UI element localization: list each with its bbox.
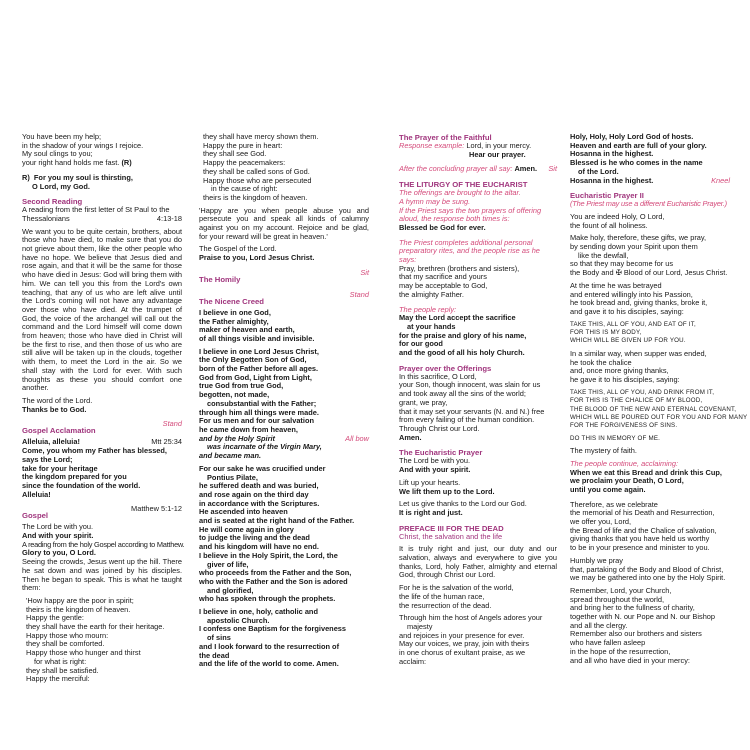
creed-line: Pontius Pilate,: [207, 472, 258, 482]
creed-line: of all things visible and invisible.: [199, 333, 315, 343]
column-2: [199, 133, 369, 669]
dialogue: Lift up your hearts.: [399, 477, 461, 487]
creed-line: For our sake he was crucified under: [199, 463, 326, 473]
prayer-line: Remember also our brothers and sisters: [570, 629, 702, 639]
gospel-heading-row: [22, 505, 182, 523]
prayer-line: that, partaking of the Body and Blood of Christ,: [570, 564, 724, 574]
creed-line: begotten, not made,: [199, 390, 270, 400]
beatitudes-part-2: [199, 133, 369, 203]
faithful-heading: The Prayer of the Faithful: [399, 133, 492, 142]
creed-line: who has spoken through the prophets.: [199, 594, 336, 604]
acclamation-line: since the foundation of the world.: [22, 480, 141, 490]
beatitude-line: for what is right:: [34, 656, 87, 666]
prayer-line: he took bread and, giving thanks, broke it,: [570, 298, 708, 308]
creed-part-1: [199, 309, 369, 344]
beatitude-line: they shall see God.: [203, 149, 267, 159]
acclamation-line: until you come again.: [570, 484, 646, 494]
prayer-line: Make holy, therefore, these gifts, we pray,: [570, 233, 707, 243]
gospel-body: Seeing the crowds, Jesus went up the hill. There he sat down and was joined by his disciples. Then he began to speak. This is what he taught them:: [22, 557, 182, 593]
prayer-line: the fount of all holiness.: [570, 220, 648, 230]
note-line: If the Priest says the two prayers of offering: [399, 205, 542, 215]
beatitude-line: they shall be comforted.: [26, 639, 105, 649]
prayer-line: Through Christ our Lord.: [399, 423, 480, 433]
acclamation-line: says the Lord;: [22, 454, 73, 464]
creed-line: the dead: [199, 650, 230, 660]
consecration-line: TAKE THIS, ALL OF YOU, AND EAT OF IT,: [570, 320, 696, 328]
prayer-line: and, once more giving thanks,: [570, 366, 669, 376]
ep2-note: (The Priest may use a different Eucharistic Prayer.): [570, 199, 727, 209]
prayer-line: Pray, brethren (brothers and sisters),: [399, 263, 520, 273]
beatitude-line: Happy the gentle:: [26, 613, 84, 623]
amen: Amen.: [399, 432, 422, 442]
prayer-line: the Body and ✠ Blood of our Lord, Jesus Christ.: [570, 268, 728, 278]
eucharistic-prayer-heading: The Eucharistic Prayer: [399, 448, 483, 458]
psalm-response-tag: (R): [121, 158, 132, 168]
prayer-line: we offer you, Lord,: [570, 517, 632, 527]
gospel-of-the-lord: The Gospel of the Lord.: [199, 244, 277, 254]
prayer-line: In a similar way, when supper was ended,: [570, 348, 707, 358]
bow-instruction: All bow: [345, 433, 369, 443]
preparatory-note: The Priest completes additional personal preparatory rites, and the people rise as he says:: [399, 237, 540, 265]
psalm-response: [22, 174, 182, 191]
note-line: The offerings are brought to the altar.: [399, 188, 521, 198]
amen: Amen.: [514, 164, 538, 174]
prayer-line: and took away all the sins of the world;: [399, 389, 526, 399]
prayer-line: and gave it to his disciples, saying:: [570, 306, 684, 316]
creed-line: the Only Begotten Son of God,: [199, 355, 307, 365]
reply-line: for our good: [399, 339, 443, 349]
consecration-line: TAKE THIS, ALL OF YOU, AND DRINK FROM IT,: [570, 388, 715, 396]
beatitudes-closing: 'Happy are you when people abuse you and persecute you and speak all kinds of calumny against you on my account. Rejoice and be glad, for your reward will be great in heaven.': [199, 205, 369, 241]
beatitude-line: they shall be called sons of God.: [203, 166, 310, 176]
dialogue-response: It is right and just.: [399, 507, 463, 517]
acclamation-heading: Gospel Acclamation: [22, 426, 96, 436]
creed-part-4: [199, 608, 369, 669]
beatitude-line: 'How happy are the poor in spirit;: [26, 595, 134, 605]
preface-text: It is truly right and just, our duty and our salvation, always and everywhere to give you thanks, Lord, holy Father, almighty and eternal God, through Christ our Lord.: [399, 544, 557, 580]
column-1: [22, 132, 185, 684]
second-reading-heading: Second Reading: [22, 197, 83, 207]
prayer-line: and bring her to the fullness of charity,: [570, 603, 695, 613]
acclamation-text: [22, 447, 182, 499]
second-reading-intro-2: [22, 215, 182, 224]
ep2-text: [570, 282, 730, 317]
note-line: A hymn may be sung.: [399, 196, 471, 206]
preface-line: in one chorus of exultant praise, as we: [399, 648, 526, 658]
creed-line: and the life of the world to come. Amen.: [199, 659, 339, 669]
prayer-line: and all who have died in your mercy:: [570, 655, 690, 665]
blessed-be-god: Blessed be God for ever.: [399, 222, 486, 232]
preface-line: the resurrection of the dead.: [399, 600, 492, 610]
beatitude-line: theirs is the kingdom of heaven.: [26, 604, 131, 614]
acclaim-note: The people continue, acclaiming:: [570, 458, 679, 468]
prayer-line: the Bread of life and the Chalice of salvation,: [570, 525, 717, 535]
acclamation-heading-row: [22, 420, 182, 438]
eucharist-heading: THE LITURGY OF THE EUCHARIST: [399, 180, 528, 190]
response-example-text: Lord, in your mercy.: [466, 141, 532, 150]
preface-text: [399, 614, 557, 666]
prayer-line: we may be gathered into one by the Holy Spirit.: [570, 573, 726, 583]
preface-line: and rejoices in your presence for ever.: [399, 630, 525, 640]
creed-line: he came down from heaven,: [199, 424, 298, 434]
thanks-response: Thanks be to God.: [22, 404, 87, 414]
creed-line: I believe in the Holy Spirit, the Lord, the: [199, 550, 338, 560]
offerings-note: [399, 189, 557, 224]
posture-kneel: Kneel: [711, 175, 730, 185]
acclamation-ref: Mtt 25:34: [151, 437, 182, 447]
ep2-text: [570, 234, 730, 278]
creed-line: to judge the living and the dead: [199, 533, 310, 543]
beatitude-line: Happy those who mourn:: [26, 630, 109, 640]
sanctus-line: Hosanna in the highest.: [570, 149, 654, 159]
creed-line: of sins: [207, 633, 231, 643]
creed-line: he suffered death and was buried,: [199, 481, 319, 491]
gospel-dialogue: The Lord be with you.: [22, 522, 94, 532]
prayer-line: the almighty Father.: [399, 289, 464, 299]
creed-line: and rose again on the third day: [199, 489, 309, 499]
ep2-text: [570, 213, 730, 230]
acclamation-line: we proclaim your Death, O Lord,: [570, 476, 684, 486]
acclamation-line: When we eat this Bread and drink this Cup,: [570, 467, 722, 477]
creed-line: He ascended into heaven: [199, 507, 288, 517]
offerings-prayer: [399, 373, 557, 434]
prayer-line: Humbly we pray: [570, 555, 623, 565]
reply-line: and the good of all his holy Church.: [399, 348, 525, 358]
prayer-line: In this sacrifice, O Lord,: [399, 371, 477, 381]
creed-line: consubstantial with the Father;: [207, 398, 317, 408]
preface-subtitle: Christ, the salvation and the life: [399, 531, 503, 541]
consecration-bread: [570, 321, 730, 346]
prayer-line: like the dewfall,: [578, 250, 629, 260]
column-3: [399, 133, 557, 666]
beatitude-line: theirs is the kingdom of heaven.: [203, 192, 308, 202]
missalette-spread: [22, 132, 748, 733]
creed-line: giver of life,: [207, 559, 249, 569]
creed-line: who with the Father and the Son is adored: [199, 576, 348, 586]
consecration-line: WHICH WILL BE POURED OUT FOR YOU AND FOR MANY: [570, 413, 748, 421]
psalm-line: in the shadow of your wings I rejoice.: [22, 140, 144, 150]
ep2-text: [570, 557, 730, 583]
psalm-verse: [22, 133, 182, 168]
creed-incarnate: and became man.: [199, 451, 262, 461]
dialogue: Let us give thanks to the Lord our God.: [399, 499, 527, 509]
acclamation-line: take for your heritage: [22, 463, 98, 473]
creed-line: who proceeds from the Father and the Son,: [199, 568, 352, 578]
beatitude-line: they shall have mercy shown them.: [203, 132, 319, 141]
preface-line: May our voices, we pray, join with theirs: [399, 639, 530, 649]
prayer-line: and all the clergy.: [570, 620, 628, 630]
creed-part-3: [199, 465, 369, 604]
acclamation-line: Alleluia!: [22, 489, 51, 499]
gospel-dialogue-response: And with your spirit.: [22, 531, 94, 541]
creed-line: born of the Father before all ages.: [199, 364, 319, 374]
prayer-line: that my sacrifice and yours: [399, 272, 487, 282]
second-reading-book: Thessalonians: [22, 213, 70, 223]
dialogue-response: And with your spirit.: [399, 465, 471, 475]
prayer-line: Remember, Lord, your Church,: [570, 585, 672, 595]
beatitude-line: they shall have the earth for their heritage.: [26, 622, 165, 632]
after-prayer-label: After the concluding prayer all say:: [399, 164, 513, 174]
prayer-line: that it may set your servants (N. and N.) free: [399, 406, 545, 416]
creed-line: and glorified,: [207, 585, 254, 595]
creed-line: He will come again in glory: [199, 524, 294, 534]
creed-heading-row: [199, 291, 369, 309]
preface-line: the life of the human race,: [399, 591, 485, 601]
sanctus-line: Holy, Holy, Holy Lord God of hosts.: [570, 132, 694, 141]
creed-incarnate: was incarnate of the Virgin Mary,: [207, 442, 322, 452]
people-reply-label: The people reply:: [399, 304, 457, 314]
preface-line: majesty: [407, 621, 433, 631]
beatitude-line: Happy the pure in heart:: [203, 140, 283, 150]
acclamation-line: the kingdom prepared for you: [22, 472, 127, 482]
consecration-line: FOR THE FORGIVENESS OF SINS.: [570, 422, 678, 430]
creed-heading: The Nicene Creed: [199, 296, 264, 306]
response-label: R): [22, 172, 30, 182]
consecration-chalice: [570, 388, 748, 431]
people-reply: [399, 314, 557, 358]
homily-heading: The Homily: [199, 274, 241, 284]
dialogue: The Lord be with you.: [399, 456, 471, 466]
prayer-line: You are indeed Holy, O Lord,: [570, 211, 665, 221]
alleluia: Alleluia, alleluia!: [22, 437, 80, 447]
prayer-line: may be acceptable to God,: [399, 281, 488, 291]
sanctus-line: Blessed is he who comes in the name: [570, 158, 703, 168]
beatitude-line: they shall be satisfied.: [26, 665, 99, 675]
creed-line: I believe in one God,: [199, 307, 271, 317]
second-reading-body: We want you to be quite certain, brothers, about those who have died, to make sure that you do not grieve about them, like the other people who have no hope. We believe that Jesus died and rose again, and that it will be the same for those who have died in Jesus: God will bring them with him. We can tell you this from the Lord's own teaching, that any of us who are left alive until the Lord's coming will not have any advantage over those who have died. At the trumpet of God, the voice of the archangel will call out the command and the Lord himself will come down from heaven; those who have died in Christ will be the first to rise, and then those of us who are still alive will be taken up in the clouds, together with them, to meet the Lord in the air. So we shall stay with the Lord for ever. With such thoughts as these you should comfort one another.: [22, 226, 182, 393]
prayer-line: At the time he was betrayed: [570, 280, 662, 290]
prayer-line: giving thanks that you have held us worthy: [570, 534, 710, 544]
sanctus: [570, 133, 730, 177]
beatitude-line: in the cause of right:: [211, 184, 278, 194]
after-prayer-row: [399, 165, 557, 174]
beatitude-line: Happy those who hunger and thirst: [26, 648, 141, 658]
consecration-line: THE BLOOD OF THE NEW AND ETERNAL COVENANT,: [570, 405, 737, 413]
ep2-text: [570, 350, 730, 385]
response-example-label: Response example:: [399, 141, 465, 150]
acclamation-line: Come, you whom my Father has blessed,: [22, 446, 167, 456]
reply-line: at your hands: [407, 321, 456, 331]
creed-line: I believe in one Lord Jesus Christ,: [199, 346, 319, 356]
psalm-line-text: your right hand holds me fast.: [22, 158, 120, 168]
creed-line: and I look forward to the resurrection of: [199, 641, 340, 651]
beatitude-line: Happy the merciful:: [26, 674, 90, 684]
response-line: For you my soul is thirsting,: [33, 172, 133, 182]
prayer-line: Therefore, as we celebrate: [570, 499, 658, 509]
sanctus-line: of the Lord.: [578, 166, 619, 176]
memorial-acclamation: [570, 469, 730, 495]
response-line: O Lord, my God.: [32, 181, 90, 191]
second-reading-ref: 4:13-18: [156, 213, 182, 223]
prayer-line: he gave it to his disciples, saying:: [570, 374, 680, 384]
gospel-glory: Glory to you, O Lord.: [22, 548, 96, 558]
creed-spirit-line: and by the Holy Spirit: [199, 433, 275, 443]
creed-line: and is seated at the right hand of the Father.: [199, 516, 355, 526]
prayer-line: to be in your presence and minister to you.: [570, 543, 710, 553]
column-4: [570, 132, 748, 665]
creed-line: maker of heaven and earth,: [199, 325, 295, 335]
gospel-intro: A reading from the holy Gospel according to Matthew.: [22, 539, 185, 549]
dialogue-response: We lift them up to the Lord.: [399, 486, 495, 496]
ep2-text: [570, 587, 730, 665]
preface-line: acclaim:: [399, 656, 427, 666]
psalm-line: [22, 159, 182, 168]
creed-part-2: [199, 348, 369, 435]
creed-line: and his kingdom will have no end.: [199, 542, 319, 552]
sanctus-line: Heaven and earth are full of your glory.: [570, 140, 707, 150]
prayer-line: in the hope of the resurrection,: [570, 646, 671, 656]
prayer-line: so that they may become for us: [570, 259, 674, 269]
gospel-ref: Matthew 5:1-12: [131, 504, 182, 514]
second-reading-intro: A reading from the first letter of St Paul to the: [22, 205, 170, 215]
posture-stand: Stand: [349, 289, 369, 299]
posture-sit: Sit: [548, 164, 557, 174]
prayer-line: and entered willingly into his Passion,: [570, 289, 693, 299]
beatitude-line: Happy those who are persecuted: [203, 175, 312, 185]
preface-text: [399, 584, 557, 610]
praise-response: Praise to you, Lord Jesus Christ.: [199, 253, 315, 263]
beatitude-line: Happy the peacemakers:: [203, 158, 286, 168]
creed-line: true God from true God,: [199, 381, 284, 391]
reply-line: for the praise and glory of his name,: [399, 330, 527, 340]
psalm-line: You have been my help;: [22, 132, 102, 141]
creed-line: I believe in one, holy, catholic and: [199, 607, 318, 617]
posture-stand: Stand: [162, 419, 182, 429]
creed-line: I confess one Baptism for the forgiveness: [199, 624, 347, 634]
prayer-line: who have fallen asleep: [570, 638, 646, 648]
offerings-heading: Prayer over the Offerings: [399, 363, 492, 373]
prayer-line: spread throughout the world,: [570, 594, 665, 604]
consecration-line: FOR THIS IS MY BODY,: [570, 329, 642, 337]
prayer-line: together with N. our Pope and N. our Bishop: [570, 612, 716, 622]
consecration-line: WHICH WILL BE GIVEN UP FOR YOU.: [570, 337, 686, 345]
psalm-line: My soul clings to you;: [22, 149, 93, 159]
word-of-the-lord: The word of the Lord.: [22, 395, 93, 405]
sanctus-last-row: [570, 177, 730, 186]
creed-line: the Father almighty,: [199, 316, 269, 326]
preface-line: For he is the salvation of the world,: [399, 583, 514, 593]
creed-line: God from God, Light from Light,: [199, 372, 312, 382]
homily-heading-row: [199, 269, 369, 287]
pray-brethren: [399, 265, 557, 300]
creed-line: apostolic Church.: [207, 615, 270, 625]
creed-line: through him all things were made.: [199, 407, 319, 417]
prayer-line: he took the chalice: [570, 357, 632, 367]
hear-our-prayer: Hear our prayer.: [469, 149, 526, 159]
preface-heading: PREFACE III FOR THE DEAD: [399, 523, 504, 533]
prayer-line: by sending down your Spirit upon them: [570, 242, 698, 252]
creed-line: For us men and for our salvation: [199, 416, 314, 426]
posture-sit: Sit: [360, 267, 369, 277]
prayer-line: grant, we pray,: [399, 397, 448, 407]
prayer-line: your Son, though innocent, was slain for us: [399, 380, 541, 390]
ep2-text: [570, 501, 730, 553]
sanctus-line: Hosanna in the highest.: [570, 175, 654, 185]
consecration-line: FOR THIS IS THE CHALICE OF MY BLOOD,: [570, 397, 703, 405]
gospel-heading: Gospel: [22, 511, 49, 521]
prayer-line: the memorial of his Death and Resurrection,: [570, 508, 715, 518]
beatitudes-part-1: [22, 597, 182, 684]
reply-line: May the Lord accept the sacrifice: [399, 313, 516, 323]
eucharistic-prayer-2-heading: Eucharistic Prayer II: [570, 191, 644, 201]
preface-line: Through him the host of Angels adores your: [399, 613, 543, 623]
creed-line: in accordance with the Scriptures.: [199, 498, 320, 508]
consecration-memory: DO THIS IN MEMORY OF ME.: [570, 434, 661, 442]
note-line: aloud, the response both times is:: [399, 214, 510, 224]
mystery-of-faith: The mystery of faith.: [570, 446, 637, 456]
prayer-line: from every failing of the human condition.: [399, 415, 535, 425]
